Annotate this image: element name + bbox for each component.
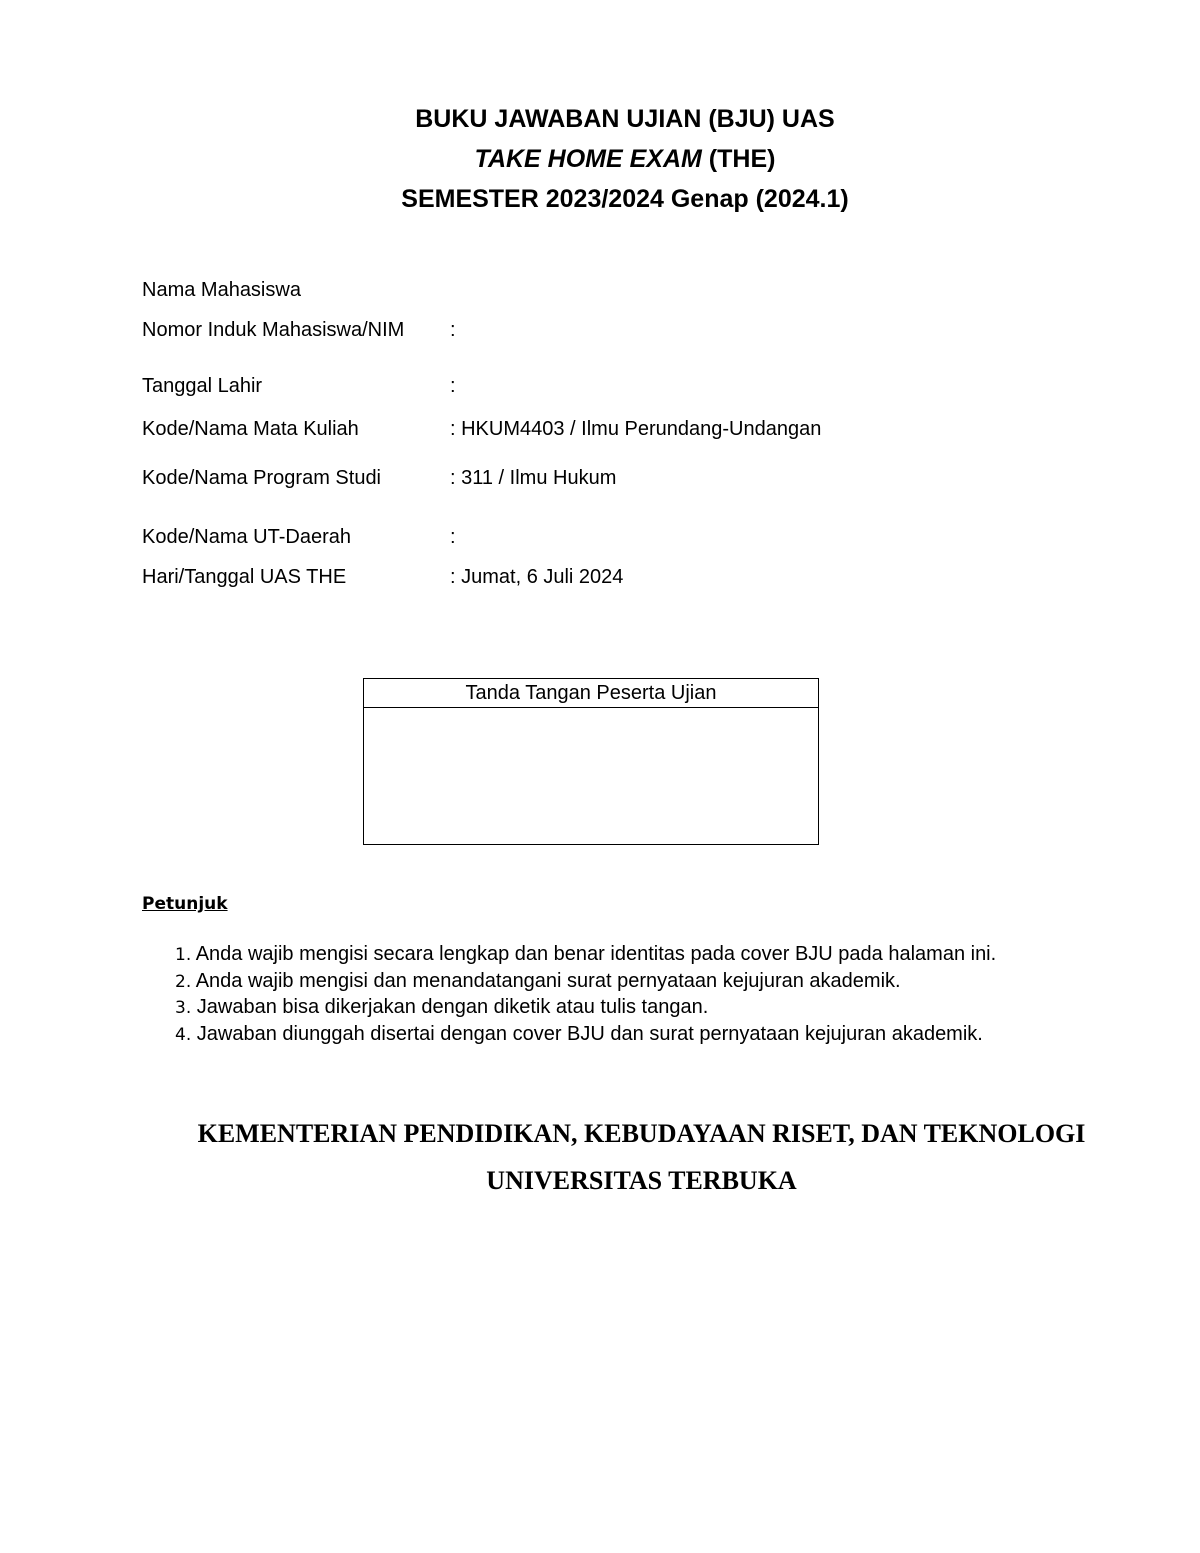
- document-subtitle: [0, 145, 1200, 174]
- instruction-item: [175, 1022, 996, 1049]
- signature-header: Tanda Tangan Peserta Ujian: [364, 679, 818, 708]
- instruction-number: 4.: [175, 1024, 192, 1045]
- field-value-program-studi: : 311 / Ilmu Hukum: [450, 467, 617, 489]
- field-value-tanggal-uas: : Jumat, 6 Juli 2024: [450, 566, 624, 588]
- instruction-number: 2.: [175, 971, 192, 992]
- semester-line: SEMESTER 2023/2024 Genap (2024.1): [401, 185, 849, 213]
- document-title: BUKU JAWABAN UJIAN (BJU) UAS: [415, 105, 835, 133]
- instruction-item: [175, 942, 996, 969]
- instruction-number: 1.: [175, 945, 192, 965]
- field-value-nim: :: [450, 319, 456, 341]
- field-value-ut-daerah: :: [450, 526, 456, 548]
- field-value-mata-kuliah: : HKUM4403 / Ilmu Perundang-Undangan: [450, 418, 822, 440]
- field-value-tanggal-lahir: :: [450, 375, 456, 397]
- signature-box: [363, 678, 819, 845]
- instructions-title: Petunjuk: [142, 894, 228, 914]
- instruction-number: 3.: [175, 998, 192, 1018]
- subtitle-rest: (THE): [701, 145, 776, 173]
- instruction-text: Jawaban bisa dikerjakan dengan diketik atau tulis tangan.: [191, 996, 709, 1018]
- instruction-item: [175, 969, 996, 996]
- field-label-ut-daerah: Kode/Nama UT-Daerah: [142, 526, 351, 548]
- field-label-mata-kuliah: Kode/Nama Mata Kuliah: [142, 418, 359, 440]
- field-label-tanggal-uas: Hari/Tanggal UAS THE: [142, 566, 347, 588]
- instruction-text: Anda wajib mengisi secara lengkap dan benar identitas pada cover BJU pada halaman ini.: [191, 943, 997, 965]
- instruction-item: [175, 995, 996, 1022]
- signature-area: [364, 708, 818, 845]
- subtitle-italic: TAKE HOME EXAM: [474, 145, 702, 173]
- ministry-name: KEMENTERIAN PENDIDIKAN, KEBUDAYAAN RISET, DAN TEKNOLOGI: [197, 1119, 1086, 1148]
- field-label-nim: Nomor Induk Mahasiswa/NIM: [142, 319, 405, 341]
- instruction-text: Jawaban diunggah disertai dengan cover BJU dan surat pernyataan kejujuran akademik.: [191, 1022, 983, 1045]
- instructions-list: [175, 942, 996, 1048]
- field-label-tanggal-lahir: Tanggal Lahir: [142, 375, 263, 397]
- field-label-program-studi: Kode/Nama Program Studi: [142, 467, 382, 489]
- university-name: UNIVERSITAS TERBUKA: [486, 1166, 797, 1195]
- field-label-nama: Nama Mahasiswa: [142, 279, 301, 301]
- instruction-text: Anda wajib mengisi dan menandatangani surat pernyataan kejujuran akademik.: [191, 969, 901, 992]
